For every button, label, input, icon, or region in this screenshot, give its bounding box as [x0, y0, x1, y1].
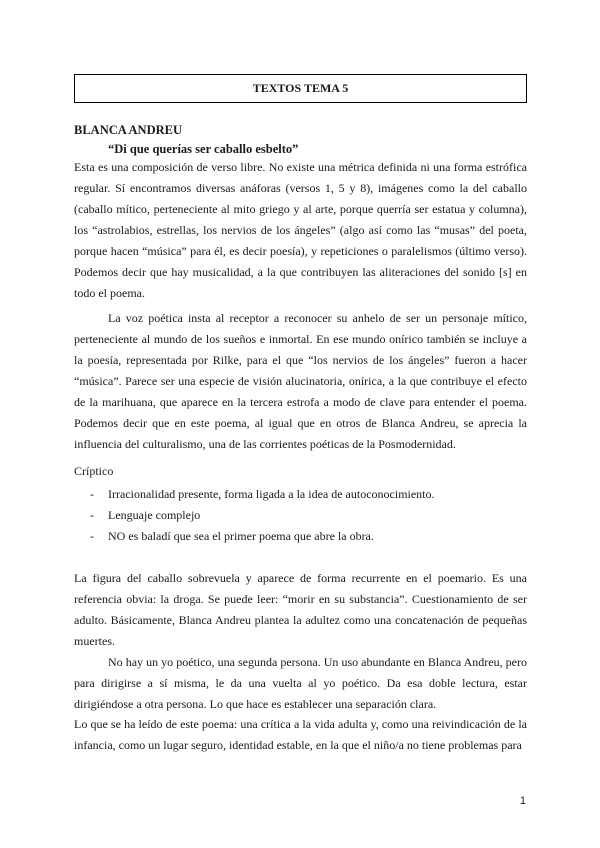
- list-item-text: Irracionalidad presente, forma ligada a la idea de autoconocimiento.: [108, 487, 435, 501]
- paragraph-2: La voz poética insta al receptor a reconocer su anhelo de ser un personaje mítico, perteneciente al mundo de los sueños e inmortal. En ese mundo onírico también se incluye a la poesía, representada por Rilke, para el que “los nervios de los ángeles” fueron a hacer “música”. Parece ser una especie de visión alucinatoria, onírica, a la que contribuye el efecto de la marihuana, que aparece en la tercera estrofa a modo de clave para entender el poema. Podemos decir que en este poema, al igual que en otros de Blanca Andreu, se aprecia la influencia del culturalismo, una de las corrientes poéticas de la Posmodernidad.: [74, 311, 527, 451]
- list-item: [74, 484, 435, 505]
- list-item-text: Lenguaje complejo: [108, 508, 201, 522]
- bullet-list: [74, 484, 435, 547]
- section-heading-criptico: Críptico: [74, 464, 114, 478]
- list-item: [74, 526, 435, 547]
- paragraph-5: Lo que se ha leído de este poema: una crítica a la vida adulta y, como una reivindicación de la infancia, como un lugar seguro, identidad estable, en la que el niño/a no tiene problemas para: [74, 717, 527, 752]
- dash-bullet: -: [90, 487, 94, 501]
- document-title: TEXTOS TEMA 5: [252, 81, 349, 95]
- list-item: [74, 505, 435, 526]
- paragraph-1: Esta es una composición de verso libre. No existe una métrica definida ni una forma estrófica regular. Sí encontramos diversas anáforas (versos 1, 5 y 8), imágenes como la del caballo (caballo mítico, perteneciente al mito griego y al arte, porque querría ser estatua y columna), los “astrolabios, estrellas, los nervios de los ángeles” (algo así como las “musas” del poeta, porque hacen “música” para él, es decir poesía), y repeticiones o paralelismos (último verso). Podemos decir que hay musicalidad, a la que contribuyen las aliteraciones del sonido [s] en todo el poema.: [74, 160, 527, 300]
- dash-bullet: -: [90, 508, 94, 522]
- document-title-box: [74, 74, 527, 103]
- page-number: 1: [519, 795, 526, 807]
- author-heading: BLANCA ANDREU: [74, 123, 183, 137]
- dash-bullet: -: [90, 529, 94, 543]
- list-item-text: NO es baladí que sea el primer poema que abre la obra.: [108, 529, 374, 543]
- paragraph-4: No hay un yo poético, una segunda persona. Un uso abundante en Blanca Andreu, pero para dirigirse a sí misma, le da una vuelta al yo poético. Da esa doble lectura, estar dirigiéndose a otra persona. Lo que hace es establecer una separación clara.: [74, 655, 527, 711]
- poem-title: “Di que querías ser caballo esbelto”: [108, 142, 299, 156]
- paragraph-3: La figura del caballo sobrevuela y aparece de forma recurrente en el poemario. Es una referencia obvia: la droga. Se puede leer: “morir en su substancia”. Cuestionamiento de ser adulto. Básicamente, Blanca Andreu plantea la adultez como una concatenación de pequeñas muertes.: [74, 571, 527, 648]
